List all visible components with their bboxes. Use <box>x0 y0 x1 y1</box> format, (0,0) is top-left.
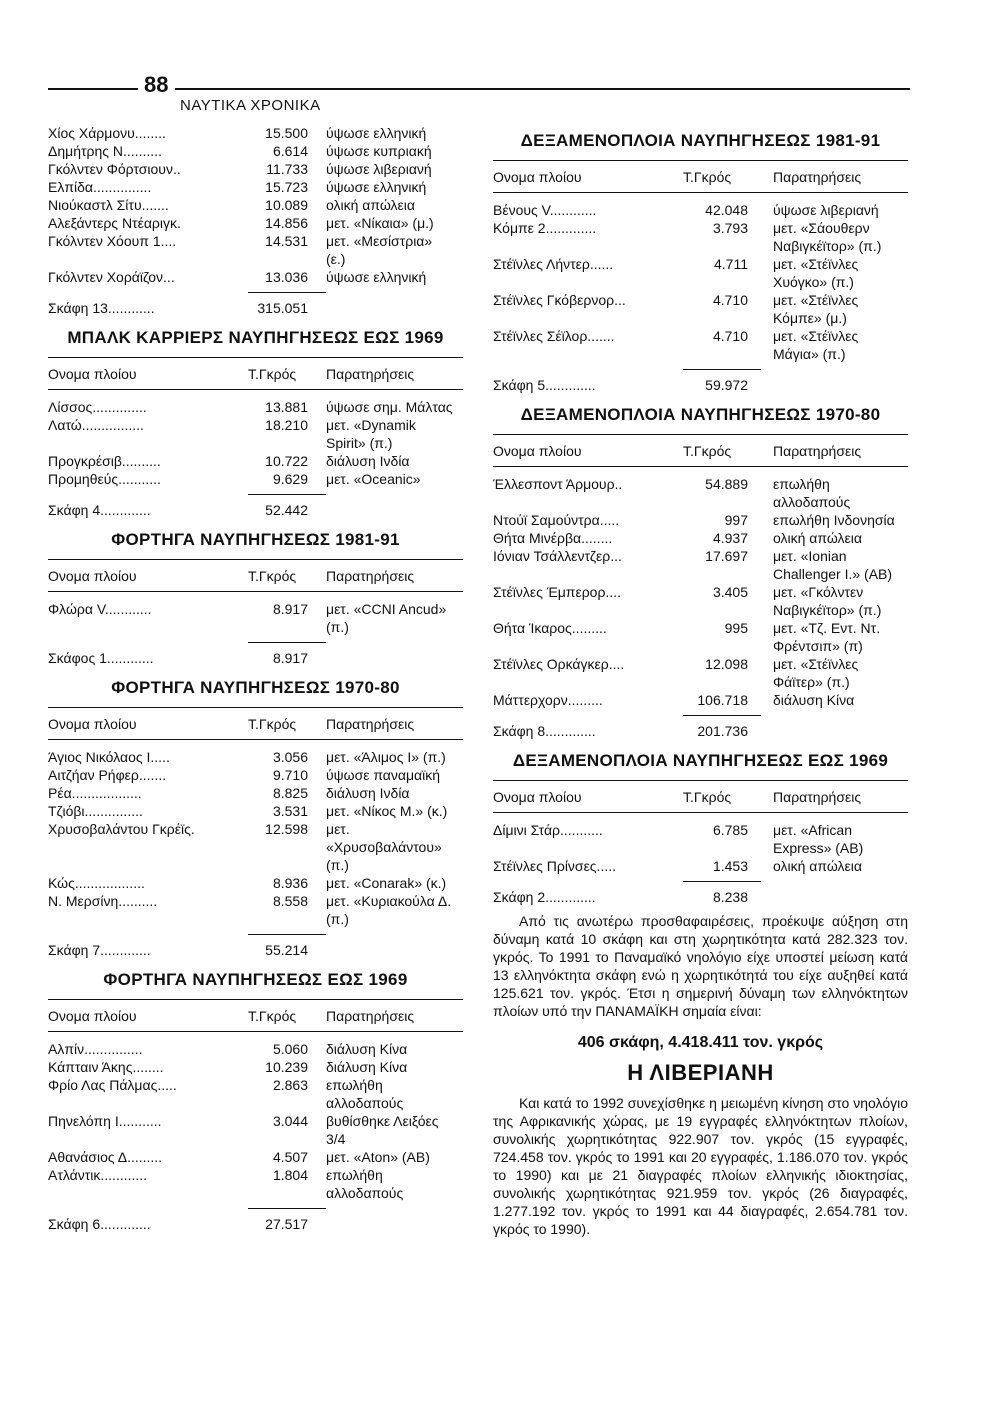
note: βυθίσθηκε Λειξόες 3/4 <box>326 1113 439 1147</box>
table-row <box>493 655 908 691</box>
ship-name: Τζιόβι............... <box>48 803 143 819</box>
ship-name: Νιούκαστλ Σίτυ....... <box>48 197 169 213</box>
table-row <box>493 619 908 655</box>
col-tonnage-header: Τ.Γκρός <box>248 366 297 382</box>
col-name-header: Ονομα πλοίου <box>48 716 137 732</box>
section-title: ΦΟΡΤΗΓΑ ΝΑΥΠΗΓΗΣΕΩΣ ΕΩΣ 1969 <box>103 970 408 989</box>
note: μετ. «Νίκαια» (μ.) <box>326 215 434 231</box>
tonnage: 995 <box>724 620 748 636</box>
col-notes-header: Παρατηρήσεις <box>326 568 415 584</box>
ship-name: Χίος Χάρμονυ........ <box>48 125 166 141</box>
ship-name: Στέϊνλες Σέϊλορ....... <box>493 328 615 344</box>
ship-name: Στέϊνλες Γκόβερνορ... <box>493 292 626 308</box>
col-tonnage-header: Τ.Γκρός <box>683 443 732 459</box>
note: μετ. «Άλιμος Ι» (π.) <box>326 749 446 765</box>
ship-name: Δίμινι Στάρ........... <box>493 822 603 838</box>
section-title: ΦΟΡΤΗΓΑ ΝΑΥΠΗΓΗΣΕΩΣ 1970-80 <box>111 678 400 697</box>
ship-name: Ντούϊ Σαμούντρα..... <box>493 512 620 528</box>
table-row <box>493 529 908 547</box>
note: διάλυση Ινδία <box>326 453 410 469</box>
note: μετ. «Κυριακούλα Δ. (π.) <box>326 893 452 927</box>
ship-name: Στέϊνλες Ορκάγκερ.... <box>493 656 625 672</box>
tonnage: 42.048 <box>705 202 748 218</box>
ship-name: Σκάφη 6............. <box>48 1216 151 1232</box>
tonnage: 17.697 <box>705 548 748 564</box>
col-name-header: Ονομα πλοίου <box>493 789 582 805</box>
table-row <box>48 160 463 178</box>
note: μετ. «Στέϊνλες Μάγια» (π.) <box>773 328 859 362</box>
sum-line <box>248 494 326 495</box>
total-row <box>48 501 463 519</box>
ship-name: Σκάφη 7............. <box>48 942 151 958</box>
table-row <box>493 255 908 291</box>
tonnage: 12.098 <box>705 656 748 672</box>
tonnage: 4.710 <box>712 328 748 344</box>
table-row <box>48 398 463 416</box>
ship-name: Χρυσοβαλάντου Γκρέϊς. <box>48 821 195 837</box>
col-tonnage-header: Τ.Γκρός <box>683 169 732 185</box>
ship-name: Γκόλντεν Χοράϊζον... <box>48 269 175 285</box>
sum-line <box>248 1208 326 1209</box>
ship-name: Λατώ................ <box>48 417 144 433</box>
ship-name: Στέϊνλες Έμπερορ.... <box>493 584 621 600</box>
section-title: ΔΕΞΑΜΕΝΟΠΛΟΙΑ ΝΑΥΠΗΓΗΣΕΩΣ ΕΩΣ 1969 <box>512 751 889 770</box>
tonnage: 6.614 <box>272 143 308 159</box>
section-tank-1969 <box>493 752 908 906</box>
col-notes-header: Παρατηρήσεις <box>773 443 862 459</box>
note: ολική απώλεια <box>326 197 415 213</box>
note: επωλήθη αλλοδαπούς <box>326 1167 404 1201</box>
table-row <box>48 452 463 470</box>
table-row <box>493 691 908 709</box>
magazine-title: ΝΑΥΤΙΚΑ ΧΡΟΝΙΚΑ <box>180 97 321 114</box>
table-row <box>48 874 463 892</box>
section-title: ΦΟΡΤΗΓΑ ΝΑΥΠΗΓΗΣΕΩΣ 1981-91 <box>111 530 400 549</box>
table-row <box>48 766 463 784</box>
note: διάλυση Ινδία <box>326 785 410 801</box>
section-bulk-1969 <box>48 329 463 519</box>
tonnage: 997 <box>724 512 748 528</box>
tonnage: 15.723 <box>265 179 308 195</box>
table-row <box>493 475 908 511</box>
section-cargo-1970 <box>48 679 463 959</box>
tonnage: 3.531 <box>272 803 308 819</box>
tonnage: 10.722 <box>265 453 308 469</box>
ship-name: Θήτα Ίκαρος......... <box>493 620 607 636</box>
note: μετ. «Conarak» (κ.) <box>326 875 447 891</box>
ship-name: Στέϊνλες Λήντερ...... <box>493 256 614 272</box>
tonnage: 8.825 <box>272 785 308 801</box>
total-row: Σκάφη 13............ 315.051 <box>48 300 308 316</box>
note: μετ. «CCNI Ancud» (π.) <box>326 601 447 635</box>
section-cargo-1981 <box>48 531 463 667</box>
ship-name: Λίσσος.............. <box>48 399 147 415</box>
col-tonnage-header: Τ.Γκρός <box>248 568 297 584</box>
col-name-header: Ονομα πλοίου <box>493 169 582 185</box>
ship-name: Αιτζήαν Ρήφερ....... <box>48 767 167 783</box>
note: ύψωσε ελληνική <box>326 125 427 141</box>
ship-name: Ρέα.................. <box>48 785 142 801</box>
note: μετ. «Νίκος Μ.» (κ.) <box>326 803 448 819</box>
ship-name: Σκάφη 8............. <box>493 723 596 739</box>
table-row <box>48 748 463 766</box>
tonnage: 3.044 <box>272 1113 308 1129</box>
note: επωλήθη αλλοδαπούς <box>773 476 851 510</box>
paragraph-panama: Από τις ανωτέρω προσθαφαιρέσεις, προέκυψε αύξηση στη δύναμη κατά 10 σκάφη και στη χωρητικότητα κατά 282.323 τον. γκρός. Το 1991 το Παναμαϊκό νηολόγιο είχε υποστεί μείωση κατά 13 ελληνόκτητα σκάφη ενώ η χωρητικότητά του είχε αυξηθεί κατά 125.621 τον. γκρός. Έτσι η σημερινή δύναμη των ελληνόκτητων πλοίων υπό την ΠΑΝΑΜΑΪΚΗ σημαία είναι: <box>493 913 908 1019</box>
tonnage: 9.710 <box>272 767 308 783</box>
total-row <box>493 722 908 740</box>
tonnage: 10.239 <box>265 1059 308 1075</box>
table-header <box>48 357 463 390</box>
ship-name: Αθανάσιος Δ......... <box>48 1149 163 1165</box>
note: μετ. «Dynamik Spirit» (π.) <box>326 417 416 451</box>
table-row <box>48 268 463 286</box>
col-name-header: Ονομα πλοίου <box>48 366 137 382</box>
table-row <box>48 1058 463 1076</box>
tonnage: 4.937 <box>712 530 748 546</box>
ship-name: Πηνελόπη Ι........... <box>48 1113 162 1129</box>
ship-name: Ν. Μερσίνη.......... <box>48 893 158 909</box>
tonnage: 6.785 <box>712 822 748 838</box>
table-row <box>493 857 908 875</box>
sum-line <box>248 642 326 643</box>
tonnage: 4.711 <box>714 256 748 272</box>
table-row <box>48 600 463 636</box>
ship-name: Προμηθεύς........... <box>48 471 161 487</box>
ship-name: Κώς.................. <box>48 875 145 891</box>
table-row <box>48 820 463 874</box>
col-notes-header: Παρατηρήσεις <box>773 169 862 185</box>
ship-name: Αλεξάντερς Ντέαριγκ. <box>48 215 181 231</box>
paragraph-liberia: Και κατά το 1992 συνεχίσθηκε η μειωμένη κίνηση στο νηολόγιο της Αφρικανικής χώρας, με 19 εγγραφές ελληνόκτητων πλοίων, συνολικής χωρητικότητας 922.907 τον. γκρός (15 εγγραφές, 724.458 τον. γκρός το 1991 και 20 εγγραφές, 1.186.070 τον. γκρός το 1990) και με 21 διαγραφές πλοίων ελληνικής ιδιοκτησίας, συνολικής χωρητικότητας 921.959 τον. γκρός (26 διαγραφές, 1.277.192 τον. γκρός το 1991 και 44 διαγραφές, 2.654.781 τον. γκρός το 1990). <box>493 1095 908 1237</box>
note: μετ. «Aton» (AB) <box>326 1149 430 1165</box>
total-row <box>48 1215 463 1233</box>
ship-name: Κάπταιν Άκης........ <box>48 1059 164 1075</box>
tonnage: 9.629 <box>272 471 308 487</box>
note: μετ. «Χρυσοβαλάντου» (π.) <box>326 821 442 873</box>
page-number: 88 <box>140 72 172 98</box>
tonnage: 12.598 <box>265 821 308 837</box>
table-header <box>493 780 908 813</box>
ship-name: Σκάφος 1............ <box>48 650 154 666</box>
ship-name: Φρίο Λας Πάλμας..... <box>48 1077 177 1093</box>
sum-line <box>683 369 761 370</box>
note: μετ. «Σάουθερν Ναβιγκέϊτορ» (π.) <box>773 220 882 254</box>
table-row <box>493 219 908 255</box>
note: μετ. «Στέϊνλες Κόμπε» (μ.) <box>773 292 859 326</box>
total-row <box>493 376 908 394</box>
sum-line <box>683 881 761 882</box>
tonnage: 4.507 <box>272 1149 308 1165</box>
table-row <box>48 142 463 160</box>
table-row <box>493 201 908 219</box>
sum-line <box>248 934 326 935</box>
tonnage: 8.936 <box>272 875 308 891</box>
ship-name: Φλώρα V............ <box>48 601 152 617</box>
ship-name: Γκόλντεν Φόρτσιουν.. <box>48 161 181 177</box>
col-tonnage-header: Τ.Γκρός <box>248 716 297 732</box>
tonnage: 8.917 <box>272 650 308 666</box>
col-tonnage-header: Τ.Γκρός <box>683 789 732 805</box>
tonnage: 10.089 <box>265 197 308 213</box>
ship-name: Μάττερχορν......... <box>493 692 603 708</box>
sum-line <box>248 292 326 293</box>
ship-name: Κόμπε 2............. <box>493 220 597 236</box>
section-title: ΔΕΞΑΜΕΝΟΠΛΟΙΑ ΝΑΥΠΗΓΗΣΕΩΣ 1981-91 <box>520 131 881 150</box>
tonnage: 5.060 <box>272 1041 308 1057</box>
section-tank-1970 <box>493 406 908 740</box>
table-row <box>493 583 908 619</box>
tonnage: 8.238 <box>712 889 748 905</box>
ship-name: Έλλεσποντ Άρμουρ.. <box>493 476 623 492</box>
section-title: ΔΕΞΑΜΕΝΟΠΛΟΙΑ ΝΑΥΠΗΓΗΣΕΩΣ 1970-80 <box>520 405 881 424</box>
tonnage: 14.856 <box>265 215 308 231</box>
note: ολική απώλεια <box>773 530 862 546</box>
ship-name: Ιόνιαν Τσάλλεντζερ... <box>493 548 622 564</box>
table-row <box>493 547 908 583</box>
col-notes-header: Παρατηρήσεις <box>773 789 862 805</box>
table-continued <box>48 124 463 286</box>
note: διάλυση Κίνα <box>326 1059 408 1075</box>
total-row <box>48 941 463 959</box>
tonnage: 18.210 <box>265 417 308 433</box>
total-row <box>493 888 908 906</box>
table-row <box>493 291 908 327</box>
ship-name: Σκάφη 5............. <box>493 377 596 393</box>
note: ύψωσε λιβεριανή <box>326 161 432 177</box>
ship-name: Ατλάντικ............ <box>48 1167 148 1183</box>
note: ύψωσε ελληνική <box>326 179 427 195</box>
section-tank-1981 <box>493 132 908 394</box>
col-name-header: Ονομα πλοίου <box>48 1008 137 1024</box>
table-row <box>48 802 463 820</box>
left-column <box>48 124 463 1239</box>
table-row <box>48 470 463 488</box>
tonnage: 27.517 <box>265 1216 308 1232</box>
section-title-liberia: Η ΛΙΒΕΡΙΑΝΗ <box>627 1060 774 1085</box>
ship-name: Βένους V............ <box>493 202 597 218</box>
note: ύψωσε σημ. Μάλτας <box>326 399 453 415</box>
table-header <box>493 160 908 193</box>
table-row <box>493 327 908 363</box>
tonnage: 59.972 <box>705 377 748 393</box>
header-rule-left <box>48 88 138 90</box>
ship-name: Σκάφη 4............. <box>48 502 151 518</box>
table-row <box>48 892 463 928</box>
col-name-header: Ονομα πλοίου <box>48 568 137 584</box>
ship-name: Στέϊνλες Πρίνσες..... <box>493 858 617 874</box>
table-header <box>48 559 463 592</box>
ship-name: Σκάφη 2............. <box>493 889 596 905</box>
table-header <box>48 707 463 740</box>
col-notes-header: Παρατηρήσεις <box>326 716 415 732</box>
note: μετ. «Ionian Challenger I.» (AB) <box>773 548 893 582</box>
ship-name: Δημήτρης Ν.......... <box>48 143 162 159</box>
note: μετ. «Γκόλντεν Ναβιγκέϊτορ» (π.) <box>773 584 882 618</box>
note: μετ. «African Express» (AB) <box>773 822 864 856</box>
ship-name: Αλπίν............... <box>48 1041 143 1057</box>
note: μετ. «Μεσίστρια» (ε.) <box>326 233 433 267</box>
tonnage: 8.558 <box>272 893 308 909</box>
note: ύψωσε κυπριακή <box>326 143 432 159</box>
total-fleet: 406 σκάφη, 4.418.411 τον. γκρός <box>577 1034 824 1051</box>
table-row <box>48 1166 463 1202</box>
tonnage: 14.531 <box>265 233 308 249</box>
table-row <box>48 178 463 196</box>
table-row <box>48 214 463 232</box>
note: μετ. «Στέϊνλες Φάϊτερ» (π.) <box>773 656 859 690</box>
section-title: ΜΠΑΛΚ ΚΑΡΡΙΕΡΣ ΝΑΥΠΗΓΗΣΕΩΣ ΕΩΣ 1969 <box>67 328 444 347</box>
table-header <box>493 434 908 467</box>
header-rule-right <box>175 88 910 90</box>
note: μετ. «Τζ. Εντ. Ντ. Φρέντσιπ» (π) <box>773 620 881 654</box>
col-name-header: Ονομα πλοίου <box>493 443 582 459</box>
ship-name: Προγκρέσιβ.......... <box>48 453 161 469</box>
tonnage: 1.453 <box>712 858 748 874</box>
tonnage: 201.736 <box>697 723 748 739</box>
tonnage: 54.889 <box>705 476 748 492</box>
tonnage: 106.718 <box>697 692 748 708</box>
note: μετ. «Oceanic» <box>326 471 421 487</box>
table-row <box>493 821 908 857</box>
note: επωλήθη αλλοδαπούς <box>326 1077 404 1111</box>
table-header <box>48 999 463 1032</box>
table-row <box>48 124 463 142</box>
table-row <box>48 1112 463 1148</box>
table-row <box>48 196 463 214</box>
note: ολική απώλεια <box>773 858 862 874</box>
section-cargo-1969 <box>48 971 463 1233</box>
tonnage: 15.500 <box>265 125 308 141</box>
tonnage: 2.863 <box>272 1077 308 1093</box>
col-notes-header: Παρατηρήσεις <box>326 366 415 382</box>
table-row <box>48 416 463 452</box>
col-tonnage-header: Τ.Γκρός <box>248 1008 297 1024</box>
ship-name: Γκόλντεν Χόουπ 1.... <box>48 233 177 249</box>
tonnage: 3.056 <box>272 749 308 765</box>
tonnage: 3.405 <box>712 584 748 600</box>
total-row <box>48 649 463 667</box>
note: διάλυση Κίνα <box>326 1041 408 1057</box>
table-row <box>48 1076 463 1112</box>
table-row <box>48 232 463 268</box>
tonnage: 52.442 <box>265 502 308 518</box>
note: μετ. «Στέϊνλες Χυόγκο» (π.) <box>773 256 859 290</box>
note: επωλήθη Ινδονησία <box>773 512 895 528</box>
ship-name: Άγιος Νικόλαος Ι..... <box>48 749 170 765</box>
col-notes-header: Παρατηρήσεις <box>326 1008 415 1024</box>
tonnage: 13.881 <box>265 399 308 415</box>
tonnage: 13.036 <box>265 269 308 285</box>
table-row <box>493 511 908 529</box>
table-row <box>48 1148 463 1166</box>
tonnage: 1.804 <box>272 1167 308 1183</box>
table-row <box>48 784 463 802</box>
ship-name: Ελπίδα............... <box>48 179 152 195</box>
note: ύψωσε ελληνική <box>326 269 427 285</box>
tonnage: 8.917 <box>272 601 308 617</box>
note: διάλυση Κίνα <box>773 692 855 708</box>
right-column <box>493 120 908 1238</box>
sum-line <box>683 715 761 716</box>
table-row <box>48 1040 463 1058</box>
tonnage: 11.733 <box>266 161 308 177</box>
tonnage: 4.710 <box>712 292 748 308</box>
note: ύψωσε παναμαϊκή <box>326 767 441 783</box>
ship-name: Θήτα Μινέρβα........ <box>493 530 613 546</box>
tonnage: 55.214 <box>265 942 308 958</box>
note: ύψωσε λιβεριανή <box>773 202 879 218</box>
tonnage: 3.793 <box>712 220 748 236</box>
